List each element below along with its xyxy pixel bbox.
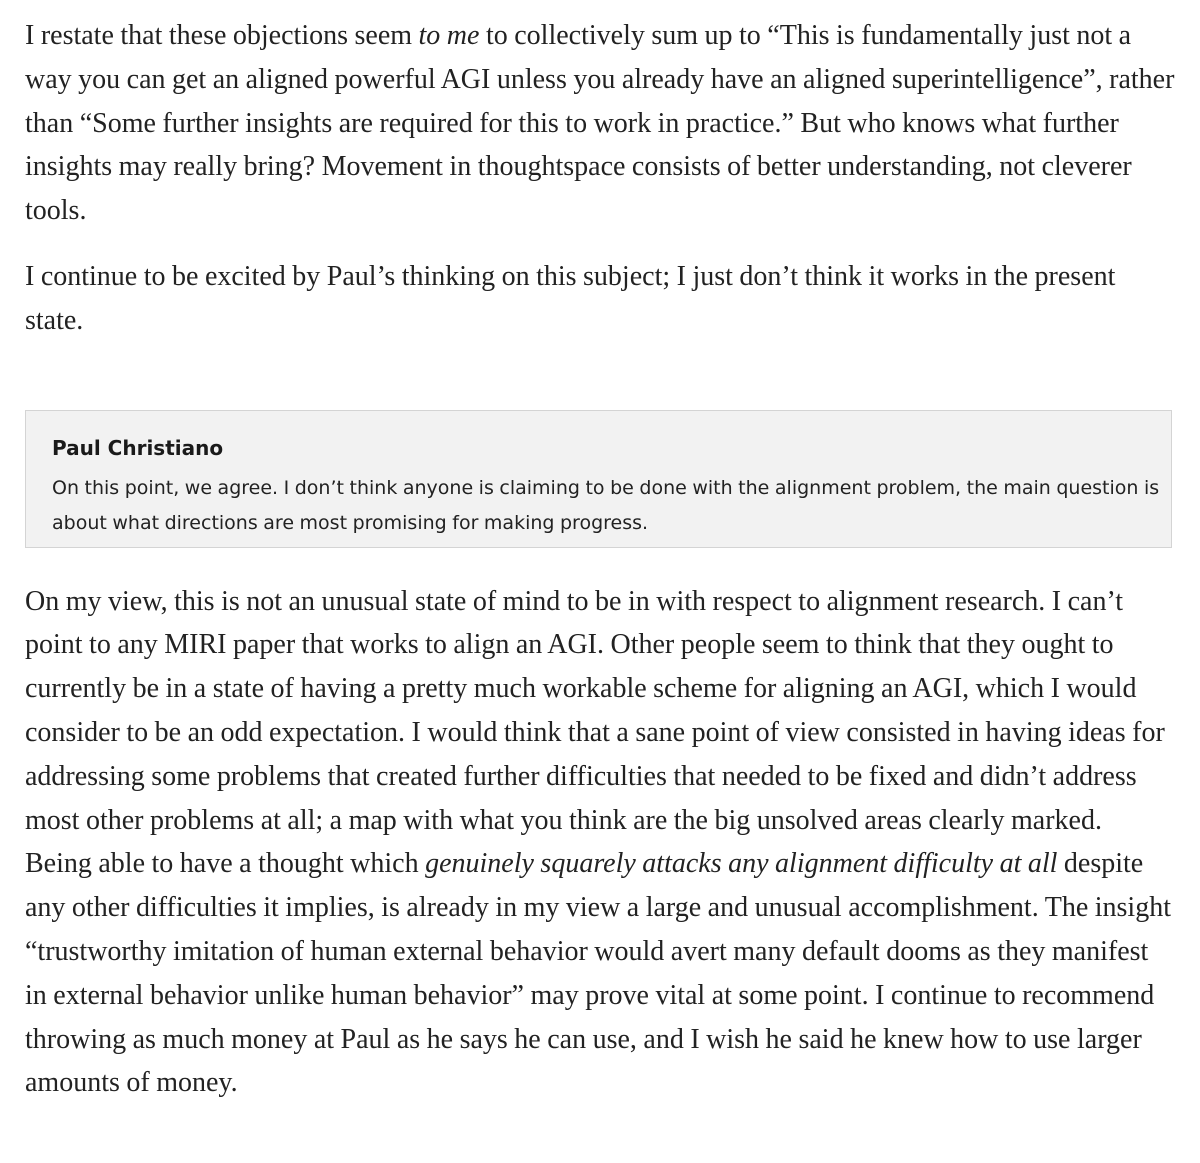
paragraph-restate-objections xyxy=(25,14,1175,233)
comment-author: Paul Christiano xyxy=(52,435,224,460)
paragraph-3-text-start: On my view, this is not an unusual state of mind to be in with respect to alignment research. I can’t point to any MIRI paper that works to align an AGI. Other people seem to think that they ought to currently be in a state of having a pretty much workable scheme for aligning an AGI, which I would consider to be an odd expectation. I would think that a sane point of view consisted in having ideas for addressing some problems that created further difficulties that needed to be fixed and didn’t address most other problems at all; a map with what you think are the big unsolved areas clearly marked. Being able to have a thought which xyxy=(25,585,1165,880)
article-body xyxy=(25,14,1175,1105)
paragraph-3-emphasis: genuinely squarely attacks any alignment difficulty at all xyxy=(425,848,1058,880)
paragraph-1-text-end: to collectively sum up to “This is fundamentally just not a way you can get an aligned powerful AGI unless you already have an aligned superintelligence”, rather than “Some further insights are required for this to work in practice.” But who knows what further insights may really bring? Movement in thoughtspace consists of better understanding, not cleverer tools. xyxy=(25,20,1175,227)
paragraph-on-my-view xyxy=(25,580,1175,1106)
paragraph-1-text-start: I restate that these objections seem xyxy=(25,20,419,51)
paragraph-1-emphasis: to me xyxy=(418,20,480,51)
comment-text: On this point, we agree. I don’t think anyone is claiming to be done with the alignment problem, the main question is about what directions are most promising for making progress. xyxy=(52,476,1160,534)
paragraph-continue-excited: I continue to be excited by Paul’s thinking on this subject; I just don’t think it works in the present state. xyxy=(25,260,1116,336)
paragraph-3-text-end: despite any other difficulties it implies, is already in my view a large and unusual accomplishment. The insight “trustworthy imitation of human external behavior would avert many default dooms as they manifest in external behavior unlike human behavior” may prove vital at some point. I continue to recommend throwing as much money at Paul as he says he can use, and I wish he said he knew how to use larger amounts of money. xyxy=(25,848,1171,1099)
inline-comment xyxy=(25,410,1172,548)
